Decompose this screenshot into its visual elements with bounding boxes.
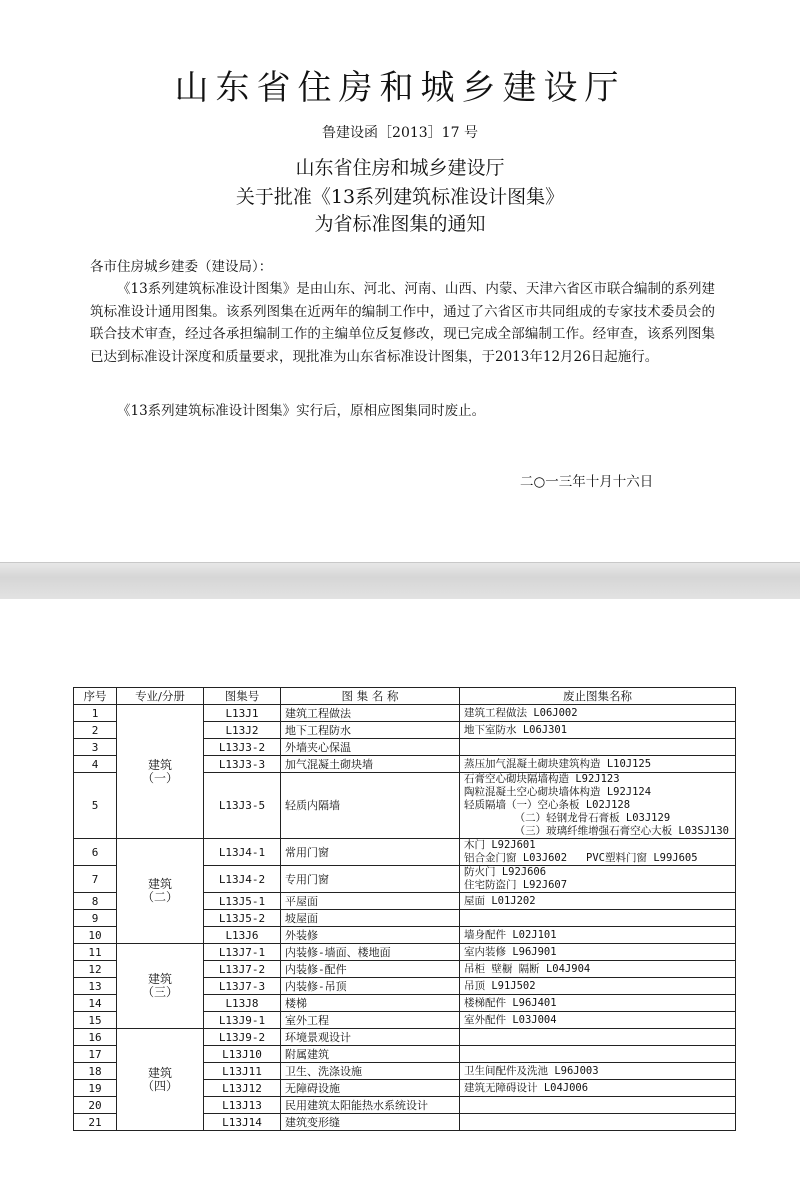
row-atlas-name: 坡屋面: [281, 910, 460, 927]
table-row: [74, 944, 736, 961]
issue-date: 二○一三年十月十六日: [520, 474, 654, 490]
row-atlas-code: L13J9-2: [204, 1029, 281, 1046]
row-atlas-name: 附属建筑: [281, 1046, 460, 1063]
row-atlas-code: L13J3-5: [204, 773, 281, 839]
row-abolished-atlas: 建筑无障碍设计 L04J006: [460, 1080, 736, 1097]
row-seq: 21: [74, 1114, 117, 1131]
row-abolished-atlas: 地下室防水 L06J301: [460, 722, 736, 739]
row-seq: 9: [74, 910, 117, 927]
row-abolished-atlas: 吊顶 L91J502: [460, 978, 736, 995]
row-seq: 16: [74, 1029, 117, 1046]
row-major: 建筑 （二）: [117, 839, 204, 944]
atlas-list-table: [73, 687, 736, 1131]
row-abolished-atlas: 防火门 L92J606 住宅防盗门 L92J607: [460, 866, 736, 893]
row-seq: 14: [74, 995, 117, 1012]
row-abolished-atlas: 蒸压加气混凝土砌块建筑构造 L10J125: [460, 756, 736, 773]
row-seq: 6: [74, 839, 117, 866]
row-major: 建筑 （四）: [117, 1029, 204, 1131]
masthead-title: 山东省住房和城乡建设厅: [174, 68, 626, 108]
row-atlas-code: L13J5-2: [204, 910, 281, 927]
row-abolished-atlas: 石膏空心砌块隔墙构造 L92J123 陶粒混凝土空心砌块墙体构造 L92J124 轻质隔墙（一）空心条板 L02J128 （二）轻钢龙骨石膏板 L03J129 （三）玻璃纤维增强石膏空心大板 L03SJ130: [460, 773, 736, 839]
notice-title-line3: 为省标准图集的通知: [314, 213, 486, 235]
header-major: 专业/分册: [117, 688, 204, 705]
attachment-page: [0, 599, 800, 1200]
row-abolished-atlas: 室外配件 L03J004: [460, 1012, 736, 1029]
row-atlas-code: L13J2: [204, 722, 281, 739]
row-abolished-atlas: [460, 1046, 736, 1063]
row-seq: 17: [74, 1046, 117, 1063]
row-abolished-atlas: [460, 1114, 736, 1131]
row-abolished-atlas: [460, 910, 736, 927]
notice-page: [0, 0, 800, 562]
document-number: 鲁建设函［2013］17 号: [322, 125, 478, 141]
row-atlas-name: 外装修: [281, 927, 460, 944]
row-major: 建筑 （三）: [117, 944, 204, 1029]
row-atlas-code: L13J9-1: [204, 1012, 281, 1029]
row-atlas-name: 楼梯: [281, 995, 460, 1012]
header-abolished: 废止图集名称: [460, 688, 736, 705]
row-atlas-code: L13J13: [204, 1097, 281, 1114]
notice-paragraph-2: 《13系列建筑标准设计图集》实行后，原相应图集同时废止。: [117, 403, 486, 419]
row-atlas-code: L13J11: [204, 1063, 281, 1080]
row-seq: 4: [74, 756, 117, 773]
row-atlas-name: 外墙夹心保温: [281, 739, 460, 756]
row-atlas-name: 内装修-墙面、楼地面: [281, 944, 460, 961]
row-atlas-name: 专用门窗: [281, 866, 460, 893]
row-seq: 20: [74, 1097, 117, 1114]
row-atlas-name: 内装修-配件: [281, 961, 460, 978]
row-seq: 8: [74, 893, 117, 910]
row-atlas-name: 平屋面: [281, 893, 460, 910]
table-row: [74, 1029, 736, 1046]
row-atlas-code: L13J7-2: [204, 961, 281, 978]
row-seq: 3: [74, 739, 117, 756]
row-atlas-code: L13J7-1: [204, 944, 281, 961]
row-seq: 19: [74, 1080, 117, 1097]
notice-title-line1: 山东省住房和城乡建设厅: [295, 157, 505, 179]
notice-title-line2: 关于批准《13系列建筑标准设计图集》: [235, 186, 565, 208]
header-atlas-name: 图 集 名 称: [281, 688, 460, 705]
row-seq: 13: [74, 978, 117, 995]
row-atlas-name: 室外工程: [281, 1012, 460, 1029]
row-abolished-atlas: 屋面 L01J202: [460, 893, 736, 910]
row-atlas-code: L13J4-1: [204, 839, 281, 866]
row-atlas-code: L13J4-2: [204, 866, 281, 893]
table-row: [74, 705, 736, 722]
header-code: 图集号: [204, 688, 281, 705]
salutation: 各市住房城乡建委（建设局）：: [90, 259, 273, 275]
row-atlas-code: L13J6: [204, 927, 281, 944]
row-major: 建筑 （一）: [117, 705, 204, 839]
row-seq: 10: [74, 927, 117, 944]
row-atlas-name: 建筑工程做法: [281, 705, 460, 722]
row-abolished-atlas: [460, 1097, 736, 1114]
row-seq: 2: [74, 722, 117, 739]
row-abolished-atlas: [460, 1029, 736, 1046]
row-seq: 1: [74, 705, 117, 722]
row-atlas-code: L13J12: [204, 1080, 281, 1097]
row-atlas-name: 加气混凝土砌块墙: [281, 756, 460, 773]
row-atlas-name: 民用建筑太阳能热水系统设计: [281, 1097, 460, 1114]
row-atlas-code: L13J1: [204, 705, 281, 722]
row-atlas-code: L13J10: [204, 1046, 281, 1063]
row-atlas-name: 常用门窗: [281, 839, 460, 866]
row-atlas-code: L13J14: [204, 1114, 281, 1131]
notice-paragraph-1: 《13系列建筑标准设计图集》是由山东、河北、河南、山西、内蒙、天津六省区市联合编制的系列建筑标准设计通用图集。该系列图集在近两年的编制工作中，通过了六省区市共同组成的专家技术委员会的联合技术审查，经过各承担编制工作的主编单位反复修改，现已完成全部编制工作。经审查，该系列图集已达到标准设计深度和质量要求，现批准为山东省标准设计图集，于2013年12月26日起施行。: [90, 281, 715, 365]
page-separator: [0, 562, 800, 600]
row-abolished-atlas: 墙身配件 L02J101: [460, 927, 736, 944]
row-atlas-code: L13J8: [204, 995, 281, 1012]
row-seq: 5: [74, 773, 117, 839]
row-atlas-name: 建筑变形缝: [281, 1114, 460, 1131]
row-abolished-atlas: 建筑工程做法 L06J002: [460, 705, 736, 722]
row-seq: 7: [74, 866, 117, 893]
row-abolished-atlas: 卫生间配件及洗池 L96J003: [460, 1063, 736, 1080]
row-atlas-name: 无障碍设施: [281, 1080, 460, 1097]
table-header-row: [74, 688, 736, 705]
row-abolished-atlas: 室内装修 L96J901: [460, 944, 736, 961]
row-atlas-code: L13J7-3: [204, 978, 281, 995]
table-body: [74, 705, 736, 1131]
table-row: [74, 839, 736, 866]
row-seq: 15: [74, 1012, 117, 1029]
row-abolished-atlas: 吊柜 壁橱 隔断 L04J904: [460, 961, 736, 978]
row-atlas-name: 卫生、洗涤设施: [281, 1063, 460, 1080]
row-atlas-name: 内装修-吊顶: [281, 978, 460, 995]
row-atlas-name: 轻质内隔墙: [281, 773, 460, 839]
row-seq: 12: [74, 961, 117, 978]
row-atlas-code: L13J3-2: [204, 739, 281, 756]
row-atlas-code: L13J5-1: [204, 893, 281, 910]
row-abolished-atlas: 木门 L92J601 铝合金门窗 L03J602 PVC塑料门窗 L99J605: [460, 839, 736, 866]
row-seq: 11: [74, 944, 117, 961]
row-abolished-atlas: [460, 739, 736, 756]
row-atlas-code: L13J3-3: [204, 756, 281, 773]
row-seq: 18: [74, 1063, 117, 1080]
row-atlas-name: 环境景观设计: [281, 1029, 460, 1046]
header-seq: 序号: [74, 688, 117, 705]
row-atlas-name: 地下工程防水: [281, 722, 460, 739]
row-abolished-atlas: 楼梯配件 L96J401: [460, 995, 736, 1012]
